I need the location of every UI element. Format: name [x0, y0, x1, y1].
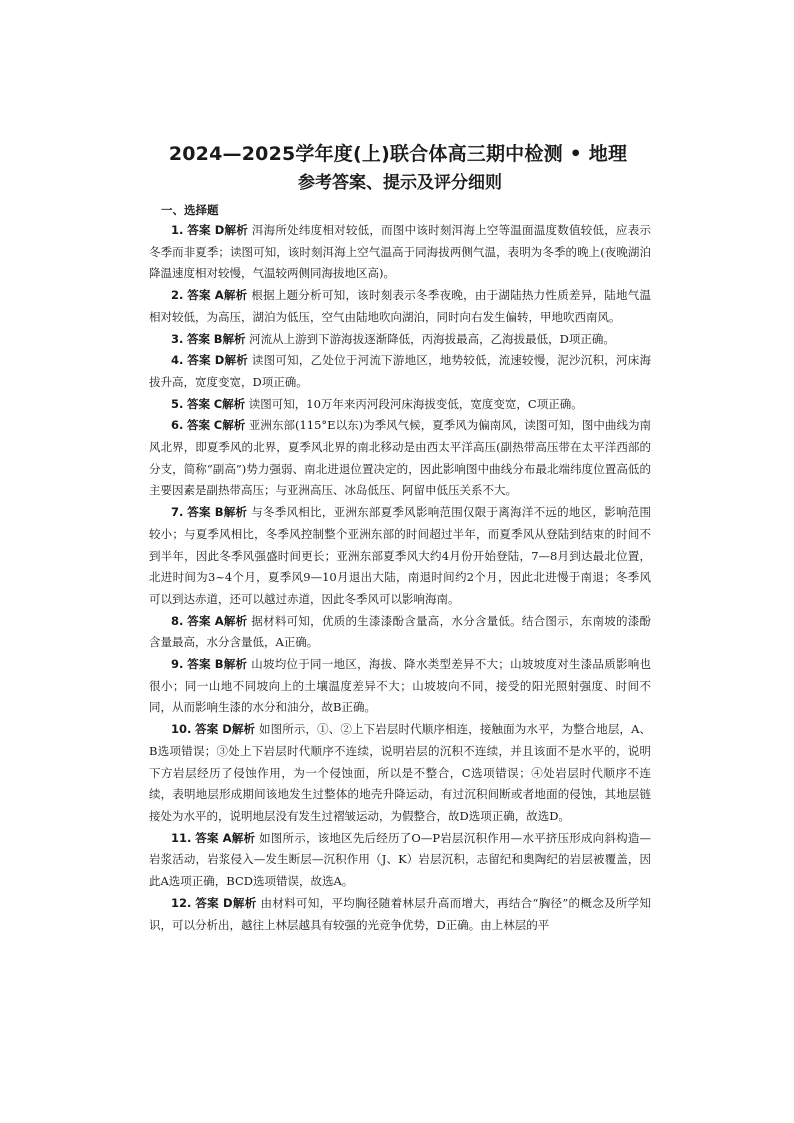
answer-item [149, 329, 651, 351]
answer-label: 答案 [187, 288, 211, 303]
answer-choice: A [214, 288, 224, 303]
analysis-label: 解析 [223, 505, 248, 520]
answer-choice: C [213, 418, 223, 433]
answer-item [149, 285, 651, 328]
answer-choice: B [214, 505, 224, 520]
answer-number: 9. [171, 657, 184, 672]
answer-choice: D [223, 895, 233, 910]
analysis-text: 根据上题分析可知，该时刻表示冬季夜晚，由于湖陆热力性质差异，陆地气温相对较低，为高压，湖泊为低压，空气由陆地吹向湖泊，同时向右发生偏转，甲地吹西南风。 [149, 288, 652, 324]
answer-number: 4. [171, 353, 184, 368]
analysis-label: 解析 [232, 895, 257, 910]
answer-item [149, 719, 651, 828]
answer-number: 1. [171, 223, 184, 237]
analysis-label: 解析 [222, 418, 246, 433]
analysis-text: 河流从上游到下游海拔逐渐降低，丙海拔最高，乙海拔最低，D项正确。 [249, 331, 615, 346]
answer-item [149, 350, 651, 393]
analysis-text: 由材料可知，平均胸径随着林层升高而增大，再结合“胸径”的概念及所学知识，可以分析出，越往上林层越具有较强的光竞争优势，D正确。由上林层的平 [149, 895, 652, 932]
analysis-label: 解析 [223, 613, 248, 628]
document-subtitle: 参考答案、提示及评分细则 [298, 173, 502, 193]
analysis-text: 据材料可知，优质的生漆漆酚含量高，水分含量低。结合图示，东南坡的漆酚含量最高，水分含量低，A正确。 [149, 613, 652, 650]
answer-number: 6. [171, 418, 184, 433]
answer-item [149, 502, 651, 611]
answer-sheet-page [149, 140, 651, 936]
answer-number: 12. [171, 895, 192, 910]
analysis-text: 读图可知，乙处位于河流下游地区，地势较低，流速较慢，泥沙沉积，河床海拔升高，宽度变宽，D项正确。 [149, 353, 652, 389]
answer-choice: C [213, 396, 223, 411]
answer-number: 5. [171, 396, 184, 411]
answer-choice: B [214, 657, 224, 672]
section-heading: 一、选择题 [161, 203, 219, 217]
analysis-label: 解析 [223, 657, 248, 672]
analysis-label: 解析 [223, 288, 248, 303]
answer-item [149, 893, 651, 936]
answer-label: 答案 [187, 223, 211, 237]
answer-label: 答案 [187, 657, 211, 672]
answer-choice: B [213, 331, 223, 346]
answer-choice: D [222, 722, 232, 737]
answer-choice: A [222, 830, 232, 845]
document-title: 2024—2025学年度(上)联合体高三期中检测 • 地理 [168, 143, 628, 165]
analysis-text: 亚洲东部(115°E以东)为季风气候，夏季风为偏南风，读图可知，图中曲线为南风北界，即夏季风的北界，夏季风北界的南北移动是由西太平洋高压(副热带高压带在太平洋西部的分支，简称“副高”)势力强弱、南北进退位置决定的，因此影响图中曲线分布最北端纬度位置高低的主要因素是副热带高压；与亚洲高压、冰岛低压、阿留申低压关系不大。 [149, 418, 651, 498]
answer-number: 3. [171, 331, 184, 346]
answer-label: 答案 [187, 505, 211, 520]
analysis-label: 解析 [222, 331, 246, 346]
analysis-label: 解析 [224, 223, 248, 237]
analysis-text: 读图可知，10万年来丙河段河床海拔变低，宽度变宽，C项正确。 [248, 396, 583, 411]
answer-label: 答案 [187, 331, 211, 346]
analysis-label: 解析 [231, 722, 256, 737]
answer-item [149, 654, 651, 719]
analysis-label: 解析 [222, 396, 246, 411]
answer-label: 答案 [187, 613, 211, 628]
answer-number: 11. [171, 830, 192, 845]
answer-list [149, 220, 651, 936]
analysis-text: 洱海所处纬度相对较低，而图中该时刻洱海上空等温面温度数值较低，应表示冬季而非夏季；读图可知，该时刻洱海上空气温高于同海拔两侧气温，表明为冬季的晚上(夜晚湖泊降温速度相对较慢，气温较两侧同海拔地区高)。 [149, 223, 652, 281]
answer-choice: A [214, 613, 224, 628]
analysis-text: 山坡均位于同一地区，海拔、降水类型差异不大；山坡坡度对生漆品质影响也很小；同一山地不同坡向上的土壤温度差异不大；山坡坡向不同，接受的阳光照射强度、时间不同，从而影响生漆的水分和油分，故B正确。 [149, 657, 651, 715]
answer-label: 答案 [187, 418, 211, 433]
answer-label: 答案 [195, 722, 219, 737]
answer-label: 答案 [195, 895, 220, 910]
analysis-text: 如图所示，该地区先后经历了O—P岩层沉积作用—水平挤压形成向斜构造—岩浆活动，岩浆侵入—发生断层—沉积作用（J、K）岩层沉积，志留纪和奥陶纪的岩层被覆盖，因此A选项正确，BCD选项错误，故选A。 [149, 830, 652, 889]
analysis-label: 解析 [224, 353, 248, 368]
answer-choice: D [214, 223, 225, 237]
answer-item [149, 415, 651, 502]
analysis-text: 与冬季风相比，亚洲东部夏季风影响范围仅限于离海洋不远的地区，影响范围较小；与夏季风相比，冬季风控制整个亚洲东部的时间超过半年，而夏季风从登陆到结束的时间不到半年，因此冬季风强盛时间更长；亚洲东部夏季风大约4月份开始登陆，7—8月到达最北位置，北进时间为3~4个月，夏季风9—10月退出大陆，南退时间约2个月，因此北进慢于南退；冬季风可以到达赤道，还可以越过赤道，因此冬季风可以影响海南。 [149, 505, 651, 606]
answer-label: 答案 [195, 830, 219, 845]
analysis-text: 如图所示，①、②上下岩层时代顺序相连，接触面为水平，为整合地层，A、B选项错误；③处上下岩层时代顺序不连续，说明岩层的沉积不连续，并且该面不是水平的，说明下方岩层经历了侵蚀作用，为一个侵蚀面，所以是不整合，C选项错误；④处岩层时代顺序不连续，表明地层形成期间该地发生过整体的地壳升降运动，有过沉积间断或者地面的侵蚀，其地层链接处为水平的，说明地层没有发生过褶皱运动，为假整合，故D选项正确，故选D。 [149, 722, 652, 823]
answer-choice: D [214, 353, 225, 368]
analysis-label: 解析 [231, 830, 256, 845]
answer-number: 7. [171, 505, 184, 520]
answer-number: 8. [171, 613, 184, 628]
answer-item [149, 220, 651, 285]
answer-item [149, 828, 651, 893]
answer-item [149, 611, 651, 654]
answer-item [149, 394, 651, 416]
answer-number: 10. [171, 722, 192, 737]
answer-label: 答案 [187, 396, 211, 411]
answer-number: 2. [171, 288, 184, 303]
answer-label: 答案 [187, 353, 211, 368]
